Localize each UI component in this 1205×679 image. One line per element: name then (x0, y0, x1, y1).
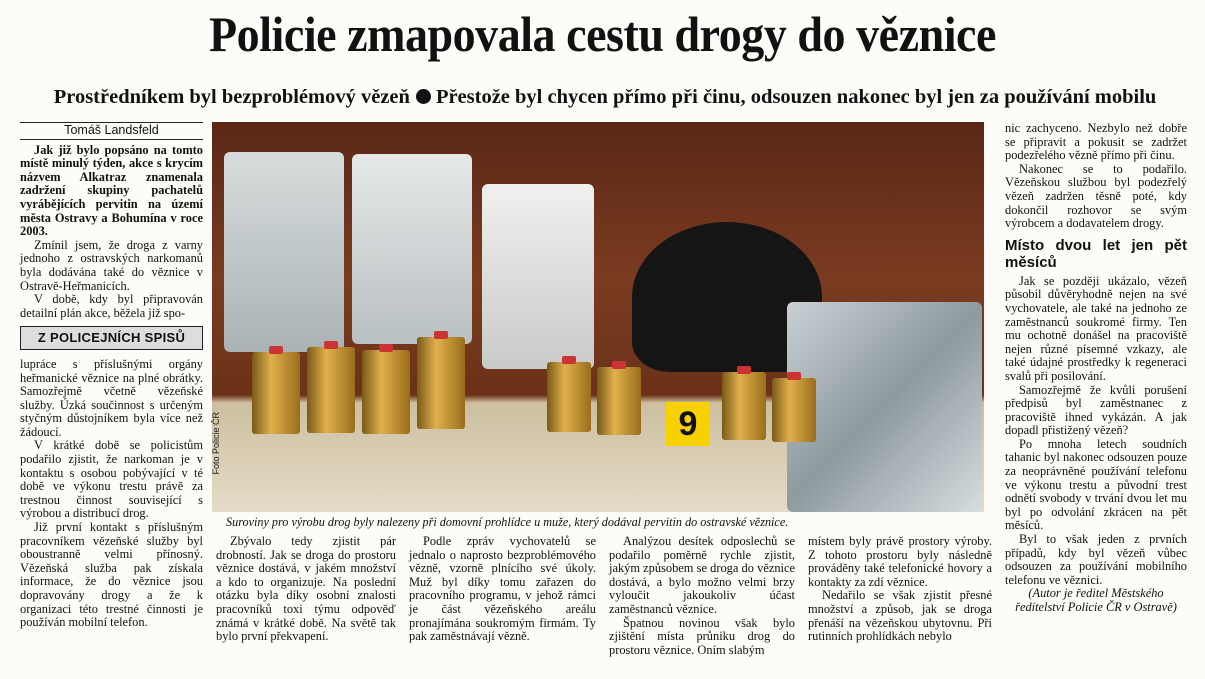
photo-caption: Suroviny pro výrobu drog byly nalezeny při domovní prohlídce u muže, který dodával pervitin do ostravské věznice. (226, 515, 789, 529)
toluene-tin (772, 378, 816, 442)
toluene-tin (307, 347, 355, 433)
photo-credit: Foto Policie ČR (211, 412, 221, 475)
toluene-tin (597, 367, 641, 435)
paragraph: Zbývalo tedy zjistit pár drobností. Jak se droga do prostoru věznice dostává, v jakém množství a kdo to organizuje. Na poslední otázku byla díky osobní znalosti pracovníků toxi týmu odpověď známá v krátké době. Na světě tak bylo první překvapení. (216, 534, 396, 644)
paragraph: V době, kdy byl připravován detailní plán akce, běžela již spo- (20, 292, 203, 320)
lead-paragraph: Jak již bylo popsáno na tomto místě minulý týden, akce s krycím názvem Alkatraz znamenala zadržení skupiny pachatelů vyrábějících pervitin na území města Ostravy a Bohumína v roce 2003. (20, 142, 203, 239)
canister (224, 152, 344, 352)
byline: Tomáš Landsfeld (20, 122, 203, 140)
paragraph: Jak se později ukázalo, vězeň působil důvěryhodně nejen na své vychovatele, ale také na jednoho ze zaměstnanců soukromé firmy. Ten mu ochotně donášel na pracoviště nejen různé písemné vzkazy, ale také údajné prostředky k regeneraci svalů při posilování. (1005, 273, 1187, 383)
pill-packs (787, 302, 982, 512)
toluene-tin (362, 350, 410, 434)
bullet-dot-icon (416, 89, 431, 104)
paragraph: Podle zpráv vychovatelů se jednalo o naprosto bezproblémového vězně, vzorně plnícího své úkoly. Muž byl díky tomu zařazen do pracovního programu, v jehož rámci je část vězeňského areálu pronajímána soukromým firmám. Ty pak zaměstnávají vězně. (409, 534, 596, 644)
headline: Policie zmapovala cestu drogy do věznice (209, 6, 996, 62)
toluene-tin (252, 352, 300, 434)
paragraph: Samozřejmě že kvůli porušení předpisů byl zaměstnanec z pracoviště ihned vykázán. A jak dopadl přistižený vězeň? (1005, 382, 1187, 438)
toluene-tin (417, 337, 465, 429)
paragraph: Již první kontakt s příslušným pracovníkem vězeňské služby byl oboustranně velmi přínosný. Vězeňská služba pak získala informace, že do věznice jsou dopravovány drogy a že k organizaci této trestné činnosti je používán mobilní telefon. (20, 520, 203, 630)
toluene-tin (722, 372, 766, 440)
section-box-heading: Z POLICEJNÍCH SPISŮ (20, 326, 203, 350)
subheadline-part2: Přestože byl chycen přímo při činu, odsouzen nakonec byl jen za používání mobilu (435, 86, 1157, 108)
subheadline (20, 84, 1190, 110)
subheadline-part1: Prostředníkem byl bezproblémový vězeň (53, 86, 410, 108)
paragraph: Nedařilo se však zjistit přesné množství a způsob, jak se droga přenáší na vězeňskou ubytovnu. Při rutinních prohlídkách nebylo (808, 588, 992, 644)
canister (352, 154, 472, 344)
column-5 (808, 535, 992, 644)
paragraph: Zmínil jsem, že droga z varny jednoho z ostravských narkomanů byla dodávána také do věznice v Ostravě-Heřmanicích. (20, 237, 203, 293)
author-note: (Autor je ředitel Městského ředitelství Policie ČR v Ostravě) (1015, 586, 1177, 614)
paragraph: nic zachyceno. Nezbylo než dobře se připravit a pokusit se zadržet podezřelého vězně přímo při činu. (1005, 121, 1187, 163)
paragraph: Analýzou desítek odposlechů se podařilo poměrně rychle zjistit, jakým způsobem se droga do věznice dostává, a bylo možno velmi brzy vyloučit jakoukoliv účast zaměstnanců věznice. (609, 534, 795, 616)
paragraph: Špatnou novinou však bylo zjištění místa průniku drog do prostoru věznice. Oním slabým (609, 615, 795, 657)
paragraph: V krátké době se policistům podařilo zjistit, že narkoman je v kontaktu s osobou pobývající v té době ve výkonu trestu právě za trestnou činnost související s výrobou a distribucí drog. (20, 438, 203, 521)
column-2 (216, 535, 396, 644)
evidence-photo (212, 122, 984, 512)
paragraph: Byl to však jeden z prvních případů, kdy byl vězeň vůbec odsouzen za používání mobilního telefonu ve věznici. (1005, 532, 1187, 587)
column-1 (20, 122, 203, 630)
section-subheading: Místo dvou let jen pět měsíců (1005, 236, 1187, 271)
column-4 (609, 535, 795, 657)
paragraph: Nakonec se to podařilo. Vězeňskou službou byl podezřelý vězeň zadržen těsně poté, kdy dokončil rozhovor se svým výrobcem a dodavatelem drogy. (1005, 161, 1187, 231)
paragraph: lupráce s příslušnými orgány heřmanické věznice na plné obrátky. Samozřejmě včetně vězeňské služby. Úzká součinnost s určeným styčným důstojníkem byla více než žádoucí. (20, 356, 203, 439)
column-6 (1005, 122, 1187, 615)
column-3 (409, 535, 596, 644)
evidence-marker: 9 (666, 402, 710, 446)
canister (482, 184, 594, 369)
paragraph: místem byly právě prostory výroby. Z tohoto prostoru byly následně prováděny také telefonické hovory a kontakty za zdí věznice. (808, 534, 992, 589)
paragraph: Po mnoha letech soudních tahanic byl nakonec odsouzen pouze za neoprávněné používání telefonu ve výkonu trestu a původní trest odnětí svobody v trvání dvou let mu byl po odvolání zkrácen na pět měsíců. (1005, 436, 1187, 533)
toluene-tin (547, 362, 591, 432)
